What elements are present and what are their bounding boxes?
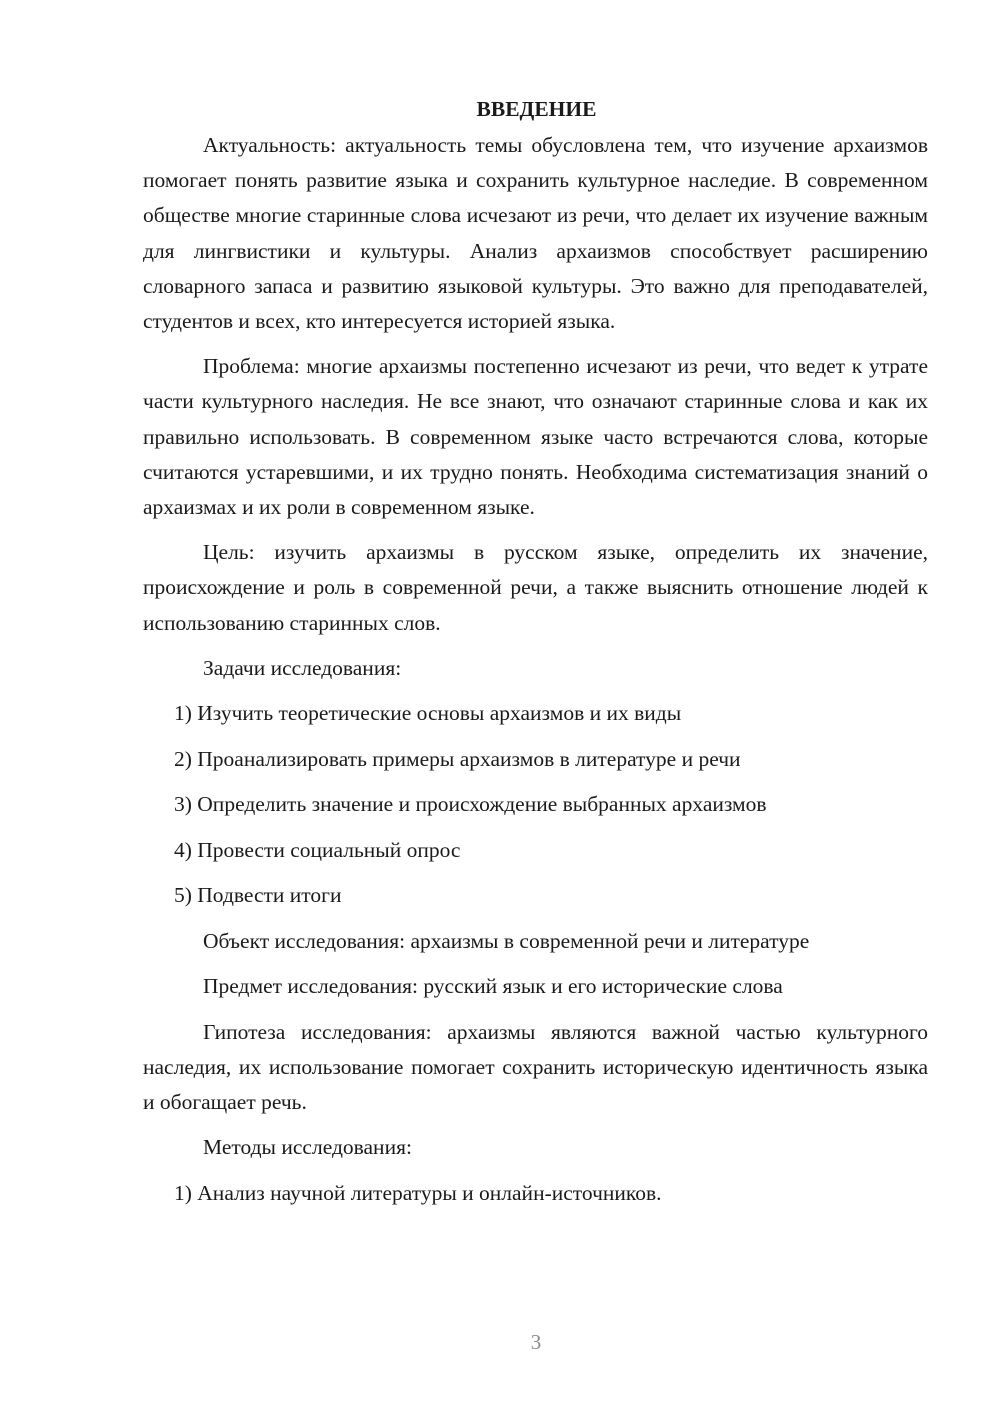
page-title: ВВЕДЕНИЕ — [476, 97, 597, 121]
research-object: Объект исследования: архаизмы в современной речи и литературе — [203, 928, 810, 953]
task-item: 5) Подвести итоги — [174, 883, 342, 908]
goal-paragraph: Цель: изучить архаизмы в русском языке, определить их значение, происхождение и роль в современной речи, а также выяснить отношение людей к использованию старинных слов. — [143, 540, 928, 635]
task-item: 2) Проанализировать примеры архаизмов в литературе и речи — [174, 746, 741, 771]
page-number: 3 — [530, 1330, 542, 1354]
relevance-paragraph: Актуальность: актуальность темы обусловлена тем, что изучение архаизмов помогает понять развитие языка и сохранить культурное наследие. В современном обществе многие старинные слова исчезают из речи, что делает их изучение важным для лингвистики и культуры. Анализ архаизмов способствует расширению словарного запаса и развитию языковой культуры. Это важно для преподавателей, студентов и всех, кто интересуется историей языка. — [143, 133, 928, 334]
task-item: 1) Изучить теоретические основы архаизмов и их виды — [174, 701, 682, 726]
methods-heading: Методы исследования: — [203, 1135, 412, 1160]
problem-paragraph: Проблема: многие архаизмы постепенно исчезают из речи, что ведет к утрате части культурного наследия. Не все знают, что означают старинные слова и как их правильно использовать. В современном языке часто встречаются слова, которые считаются устаревшими, и их трудно понять. Необходима систематизация знаний о архаизмах и их роли в современном языке. — [143, 354, 928, 520]
research-subject: Предмет исследования: русский язык и его исторические слова — [203, 974, 783, 999]
tasks-heading: Задачи исследования: — [203, 655, 402, 680]
task-item: 4) Провести социальный опрос — [174, 837, 461, 862]
method-item: 1) Анализ научной литературы и онлайн-источников. — [174, 1180, 662, 1205]
hypothesis-paragraph: Гипотеза исследования: архаизмы являются важной частью культурного наследия, их использование помогает сохранить историческую идентичность языка и обогащает речь. — [143, 1019, 928, 1115]
document-page — [143, 92, 928, 1221]
task-item: 3) Определить значение и происхождение выбранных архаизмов — [174, 792, 767, 817]
